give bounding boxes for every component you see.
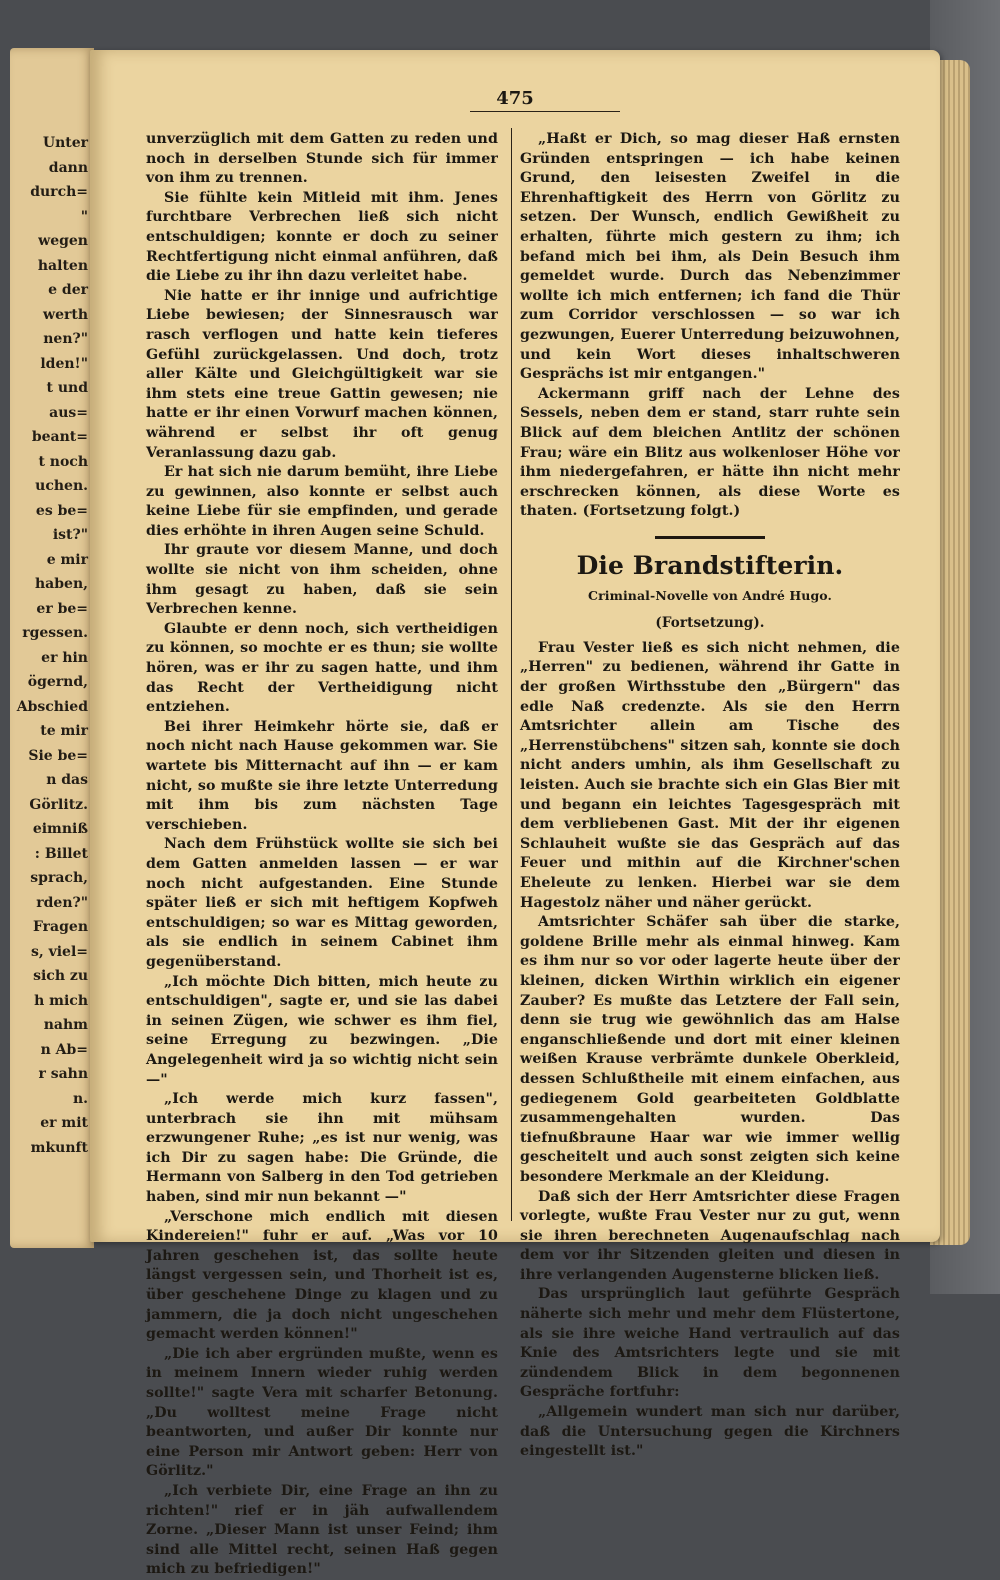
left-page-fragment: r sahn (38, 1066, 88, 1082)
left-page-fragment: Fragen (32, 919, 88, 935)
paragraph: „Die ich aber ergründen mußte, wenn es in meinem Innern wieder ruhig werden sollte!" sagte Vera mit scharfer Betonung. „Du wolltest meine Frage nicht beantworten, und außer Dir konnte nur eine Person mir Antwort geben: Herr von Görlitz." (146, 1345, 498, 1480)
left-page-fragment: er mit (40, 1115, 88, 1131)
left-page-fragment: te mir (40, 723, 88, 739)
left-page-fragment: mkunft (30, 1139, 88, 1156)
left-page-fragment: durch= (30, 184, 88, 200)
left-page-fragment: uchen. (35, 478, 88, 494)
left-page-fragment: Abschied (16, 698, 88, 715)
left-page-fragment: sprach, (30, 870, 88, 886)
left-page-fragment: t noch (38, 453, 88, 470)
left-page-fragment: er hin (41, 649, 88, 666)
left-page-fragment: aus= (49, 404, 88, 421)
paragraph: „Verschone mich endlich mit diesen Kindereien!" fuhr er auf. „Was vor 10 Jahren geschehen ist, das sollte heute längst vergessen sein, und Thorheit ist es, über geschehene Dinge zu klagen und zu jammern, die ja doch nicht ungeschehen gemacht werden können!" (146, 1208, 498, 1343)
left-page-fragment: sich zu (33, 968, 88, 984)
left-page-fragment: : Billet (34, 845, 88, 862)
paragraph: Nach dem Frühstück wollte sie sich bei dem Gatten anmelden lassen — er war noch nicht aufgestanden. Eine Stunde später ließ er sich mit heftigem Kopfweh entschuldigen; so war es Mittag geworden, als sie endlich in seinem Cabinet ihm gegenüberstand. (146, 836, 498, 970)
left-page-fragment: dann (48, 159, 88, 176)
left-page-fragment: nen?" (43, 331, 88, 347)
story-body (520, 639, 900, 1462)
paragraph: unverzüglich mit dem Gatten zu reden und noch in derselben Stunde sich für immer von ihm zu trennen. (146, 131, 498, 187)
left-page-fragment: " (80, 208, 88, 225)
left-page-fragment: rden?" (36, 894, 88, 911)
left-page-fragment: halten (37, 257, 88, 274)
paragraph: Amtsrichter Schäfer sah über die starke, goldene Brille mehr als einmal hinweg. Kam es ihm nur so vor oder lagerte heute über der kleinen, dicken Wirthin wirklich ein eigener Zauber? Es mußte das Letztere der Fall sein, denn sie trug wie gewöhnlich das am Halse enganschließende und dort mit einer kleinen weißen Krause verbrämte dunkele Oberkleid, dessen Schlußtheile mit einem einfachen, aus gediegenem Gold gearbeiteten Goldblatte zusammengehalten wurden. Das tiefnußbraune Haar war wie immer wellig gescheitelt und auch sonst zeigten sich keine besondere Merkmale an der Kleidung. (520, 914, 900, 1185)
paragraph: Nie hatte er ihr innige und aufrichtige Liebe bewiesen; der Sinnesrausch war rasch verflogen und hatte kein tieferes Gefühl zurückgelassen. Und doch, trotz aller Kälte und Gleichgültigkeit war sie ihm stets eine treue Gattin gewesen; nie hatte er ihr einen Vorwurf machen können, während er selbst ihr oft genug Veranlassung dazu gab. (146, 287, 498, 461)
header-rule (470, 111, 620, 112)
left-page-fragment: t und (46, 380, 88, 396)
paragraph: „Allgemein wundert man sich nur darüber, daß die Untersuchung gegen die Kirchners eingestellt ist." (520, 1404, 900, 1460)
paragraph: Ackermann griff nach der Lehne des Sessels, neben dem er stand, starr ruhte sein Blick auf dem bleichen Antlitz der schönen Frau; wäre ein Blitz aus wolkenloser Höhe vor ihm niedergefahren, er hätte ihn nicht mehr erschrecken können, als diese Worte es thaten. (Fortsetzung folgt.) (520, 385, 900, 520)
left-page-fragment: n. (72, 1090, 88, 1107)
left-page-fragment: er be= (36, 600, 88, 617)
left-column (146, 130, 498, 1580)
left-page-fragment: eimniß (32, 821, 88, 837)
page-number: 475 (496, 88, 534, 109)
left-page-fragment: nahm (43, 1017, 88, 1033)
left-page-fragment: Unter (42, 135, 88, 151)
serial-conclusion (520, 130, 900, 522)
left-page-fragment: rgessen. (22, 625, 88, 641)
left-page-fragment: beant= (31, 429, 88, 445)
left-page-fragment: Görlitz. (29, 796, 88, 813)
story-subtitle: Criminal-Novelle von André Hugo. (588, 587, 832, 603)
column-divider (511, 128, 512, 1221)
left-page-fragment: n das (46, 772, 88, 788)
paragraph: „Ich möchte Dich bitten, mich heute zu entschuldigen", sagte er, und sie las dabei in seinen Zügen, wie schwer es ihm fiel, seine Erregung zu bezwingen. „Die Angelegenheit wird ja so wichtig nicht sein —" (146, 973, 498, 1088)
paragraph: Sie fühlte kein Mitleid mit ihm. Jenes furchtbare Verbrechen ließ sich nicht entschuldigen; konnte er doch zu seiner Rechtfertigung nicht einmal anführen, daß die Liebe zu ihr ihn dazu verleitet habe. (146, 189, 498, 285)
story-separator-rule (655, 536, 765, 539)
story-title: Die Brandstifterin. (576, 550, 844, 580)
paragraph: Das ursprünglich laut geführte Gespräch näherte sich mehr und mehr dem Flüstertone, als sie ihre weiche Hand vertraulich auf das Knie des Amtsrichters legte und sie mit zündendem Blick in dem begonnenen Gespräche fortfuhr: (520, 1286, 900, 1401)
main-page (90, 50, 940, 1578)
left-page-fragment: ögernd, (27, 674, 88, 690)
left-page-fragment: e mir (46, 551, 88, 568)
left-page-fragment: h mich (34, 992, 88, 1009)
paragraph: „Ich verbiete Dir, eine Frage an ihn zu richten!" rief er in jäh aufwallendem Zorne. „Dieser Mann ist unser Feind; ihm sind alle Mittel recht, seinen Haß gegen mich zu befriedigen!" (146, 1482, 498, 1578)
story-continuation-note: (Fortsetzung). (655, 614, 765, 631)
left-page-fragment: Sie be= (28, 747, 88, 764)
left-page-fragment: lden!" (40, 355, 88, 372)
left-page-fragment: s, viel= (30, 943, 88, 960)
left-page-fragment: e der (48, 282, 88, 298)
paragraph: Frau Vester ließ es sich nicht nehmen, die „Herren" zu bedienen, während ihr Gatte in der großen Wirthsstube den „Bürgern" das edle Naß credenzte. Als sie den Herrn Amtsrichter allein am Tische des „Herrenstübchens" sitzen sah, konnte sie doch nicht anders umhin, als ihm Gesellschaft zu leisten. Auch sie brachte sich ein Glas Bier mit und begann ein leichtes Tagesgespräch mit dem verbliebenen Gast. Mit der ihr eigenen Schlauheit wußte sie das Gespräch auf das Feuer und mithin auf die Kirchner'schen Eheleute zu lenken. Hierbei war sie dem Hagestolz näher und näher gerückt. (520, 639, 900, 911)
left-page-edge (10, 48, 94, 1248)
left-page-fragment: werth (43, 306, 88, 323)
paragraph: „Ich werde mich kurz fassen", unterbrach sie ihn mit mühsam erzwungener Ruhe; „es ist nur wenig, was ich Dir zu sagen habe: Die Gründe, die Hermann von Salberg in den Tod getrieben haben, sind mir nun bekannt —" (146, 1091, 498, 1206)
left-page-fragment: n Ab= (40, 1041, 88, 1058)
paragraph: Er hat sich nie darum bemüht, ihre Liebe zu gewinnen, also konnte er selbst auch keine Liebe für sie empfinden, und gerade dies erhöhte in ihren Augen seine Schuld. (146, 464, 498, 539)
paragraph: „Haßt er Dich, so mag dieser Haß ernsten Gründen entspringen — ich habe keinen Grund, den leisesten Zweifel in die Ehrenhaftigkeit des Herrn von Görlitz zu setzen. Der Wunsch, endlich Gewißheit zu erhalten, führte mich gestern zu ihm; ich befand mich bei ihm, als Dein Besuch ihm gemeldet wurde. Durch das Nebenzimmer wollte ich mich entfernen; ich fand die Thür zum Corridor verschlossen — so war ich gezwungen, Euerer Unterredung beizuwohnen, und kein Wort dieses inhaltschweren Gesprächs ist mir entgangen." (520, 131, 900, 383)
paragraph: Ihr graute vor diesem Manne, und doch wollte sie nicht von ihm scheiden, ohne ihm gesagt zu haben, daß sie sein Verbrechen kenne. (146, 542, 498, 618)
left-page-fragment: ist?" (52, 527, 88, 543)
left-page-fragment: haben, (35, 576, 88, 592)
paragraph: Glaubte er denn noch, sich vertheidigen zu können, so mochte er es thun; sie wollte hören, was er ihr zu sagen hatte, und ihm das Recht der Vertheidigung nicht entziehen. (146, 620, 498, 716)
paragraph: Bei ihrer Heimkehr hörte sie, daß er noch nicht nach Hause gekommen war. Sie wartete bis Mitternacht auf ihn — er kam nicht, so mußte sie ihre letzte Unterredung mit ihm bis zum nächsten Tage verschieben. (146, 718, 498, 833)
left-page-fragment: es be= (35, 502, 88, 519)
paragraph: Daß sich der Herr Amtsrichter diese Fragen vorlegte, wußte Frau Vester nur zu gut, wenn sie ihren berechneten Augenaufschlag nach dem vor ihr Sitzenden gleiten und diesen in ihre verlangenden Augensterne blicken ließ. (520, 1188, 900, 1283)
left-page-fragment: wegen (38, 233, 88, 249)
right-column (520, 130, 900, 1462)
